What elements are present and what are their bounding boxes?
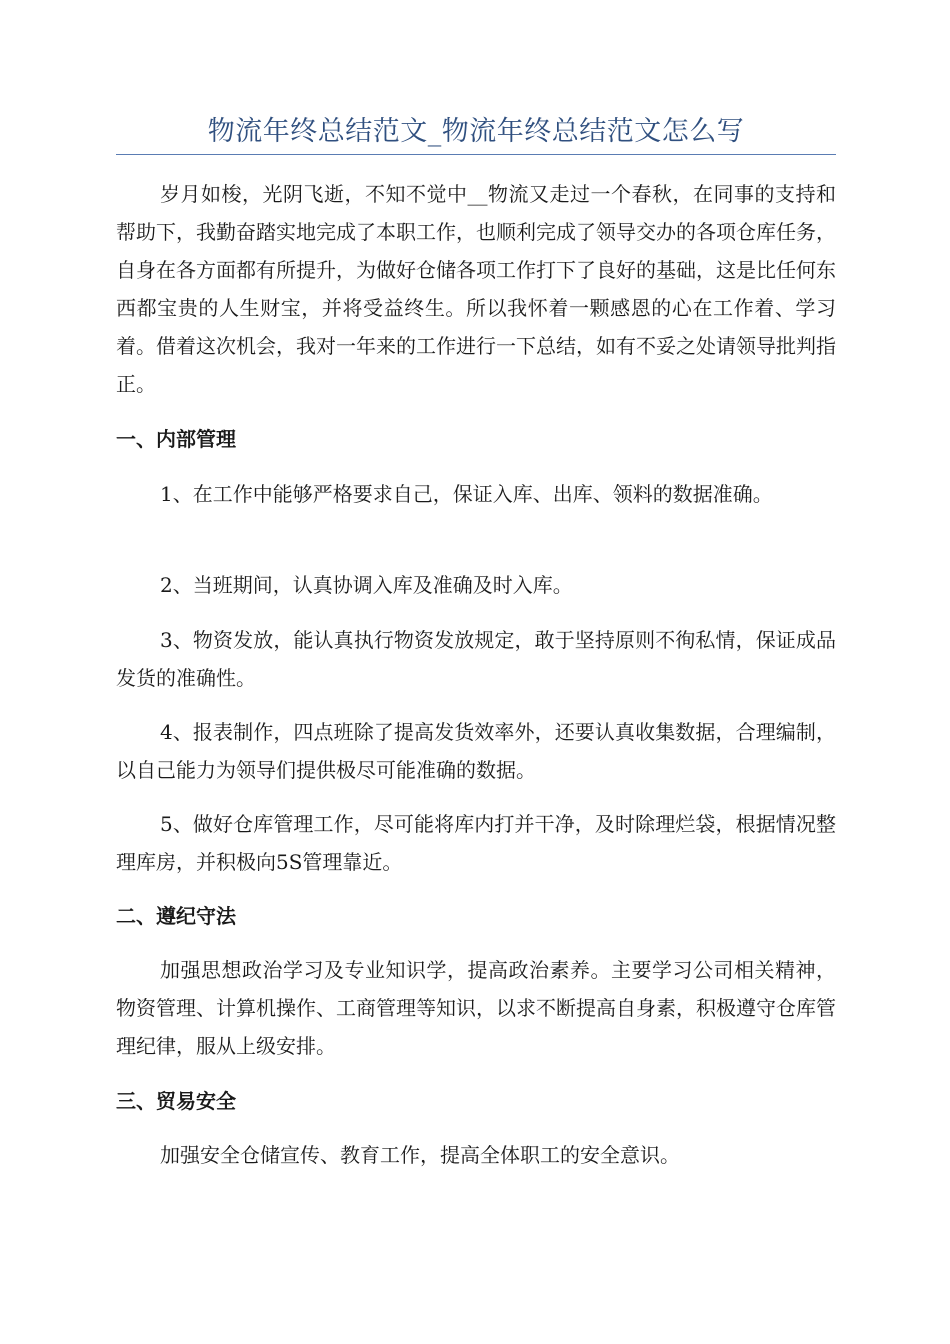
section-1-paragraph-2: 2、当班期间，认真协调入库及准确及时入库。 <box>160 573 573 597</box>
section-3-paragraph-1: 加强安全仓储宣传、教育工作，提高全体职工的安全意识。 <box>160 1143 680 1167</box>
section-heading-trade-safety: 三、贸易安全 <box>116 1089 236 1113</box>
section-heading-internal-management: 一、内部管理 <box>116 427 236 451</box>
section-1-paragraph-5: 5、做好仓库管理工作，尽可能将库内打并干净，及时除理烂袋，根据情况整理库房，并积极向5S管理靠近。 <box>116 812 836 874</box>
section-2-paragraph-1: 加强思想政治学习及专业知识学，提高政治素养。主要学习公司相关精神，物资管理、计算机操作、工商管理等知识，以求不断提高自身素，积极遵守仓库管理纪律，服从上级安排。 <box>116 958 836 1058</box>
title-underline <box>116 154 836 155</box>
document-title: 物流年终总结范文_物流年终总结范文怎么写 <box>207 116 745 147</box>
section-1-paragraph-1: 1、在工作中能够严格要求自己，保证入库、出库、领料的数据准确。 <box>160 482 773 506</box>
intro-paragraph: 岁月如梭，光阴飞逝，不知不觉中__物流又走过一个春秋，在同事的支持和帮助下，我勤奋踏实地完成了本职工作，也顺利完成了领导交办的各项仓库任务，自身在各方面都有所提升，为做好仓储各项工作打下了良好的基础，这是比任何东西都宝贵的人生财宝，并将受益终生。所以我怀着一颗感恩的心在工作着、学习着。借着这次机会，我对一年来的工作进行一下总结，如有不妥之处请领导批判指正。 <box>116 182 836 396</box>
section-1-paragraph-3: 3、物资发放，能认真执行物资发放规定，敢于坚持原则不徇私情，保证成品发货的准确性。 <box>116 628 836 690</box>
section-heading-discipline: 二、遵纪守法 <box>116 904 236 928</box>
section-1-paragraph-4: 4、报表制作，四点班除了提高发货效率外，还要认真收集数据，合理编制，以自己能力为领导们提供极尽可能准确的数据。 <box>116 720 836 782</box>
